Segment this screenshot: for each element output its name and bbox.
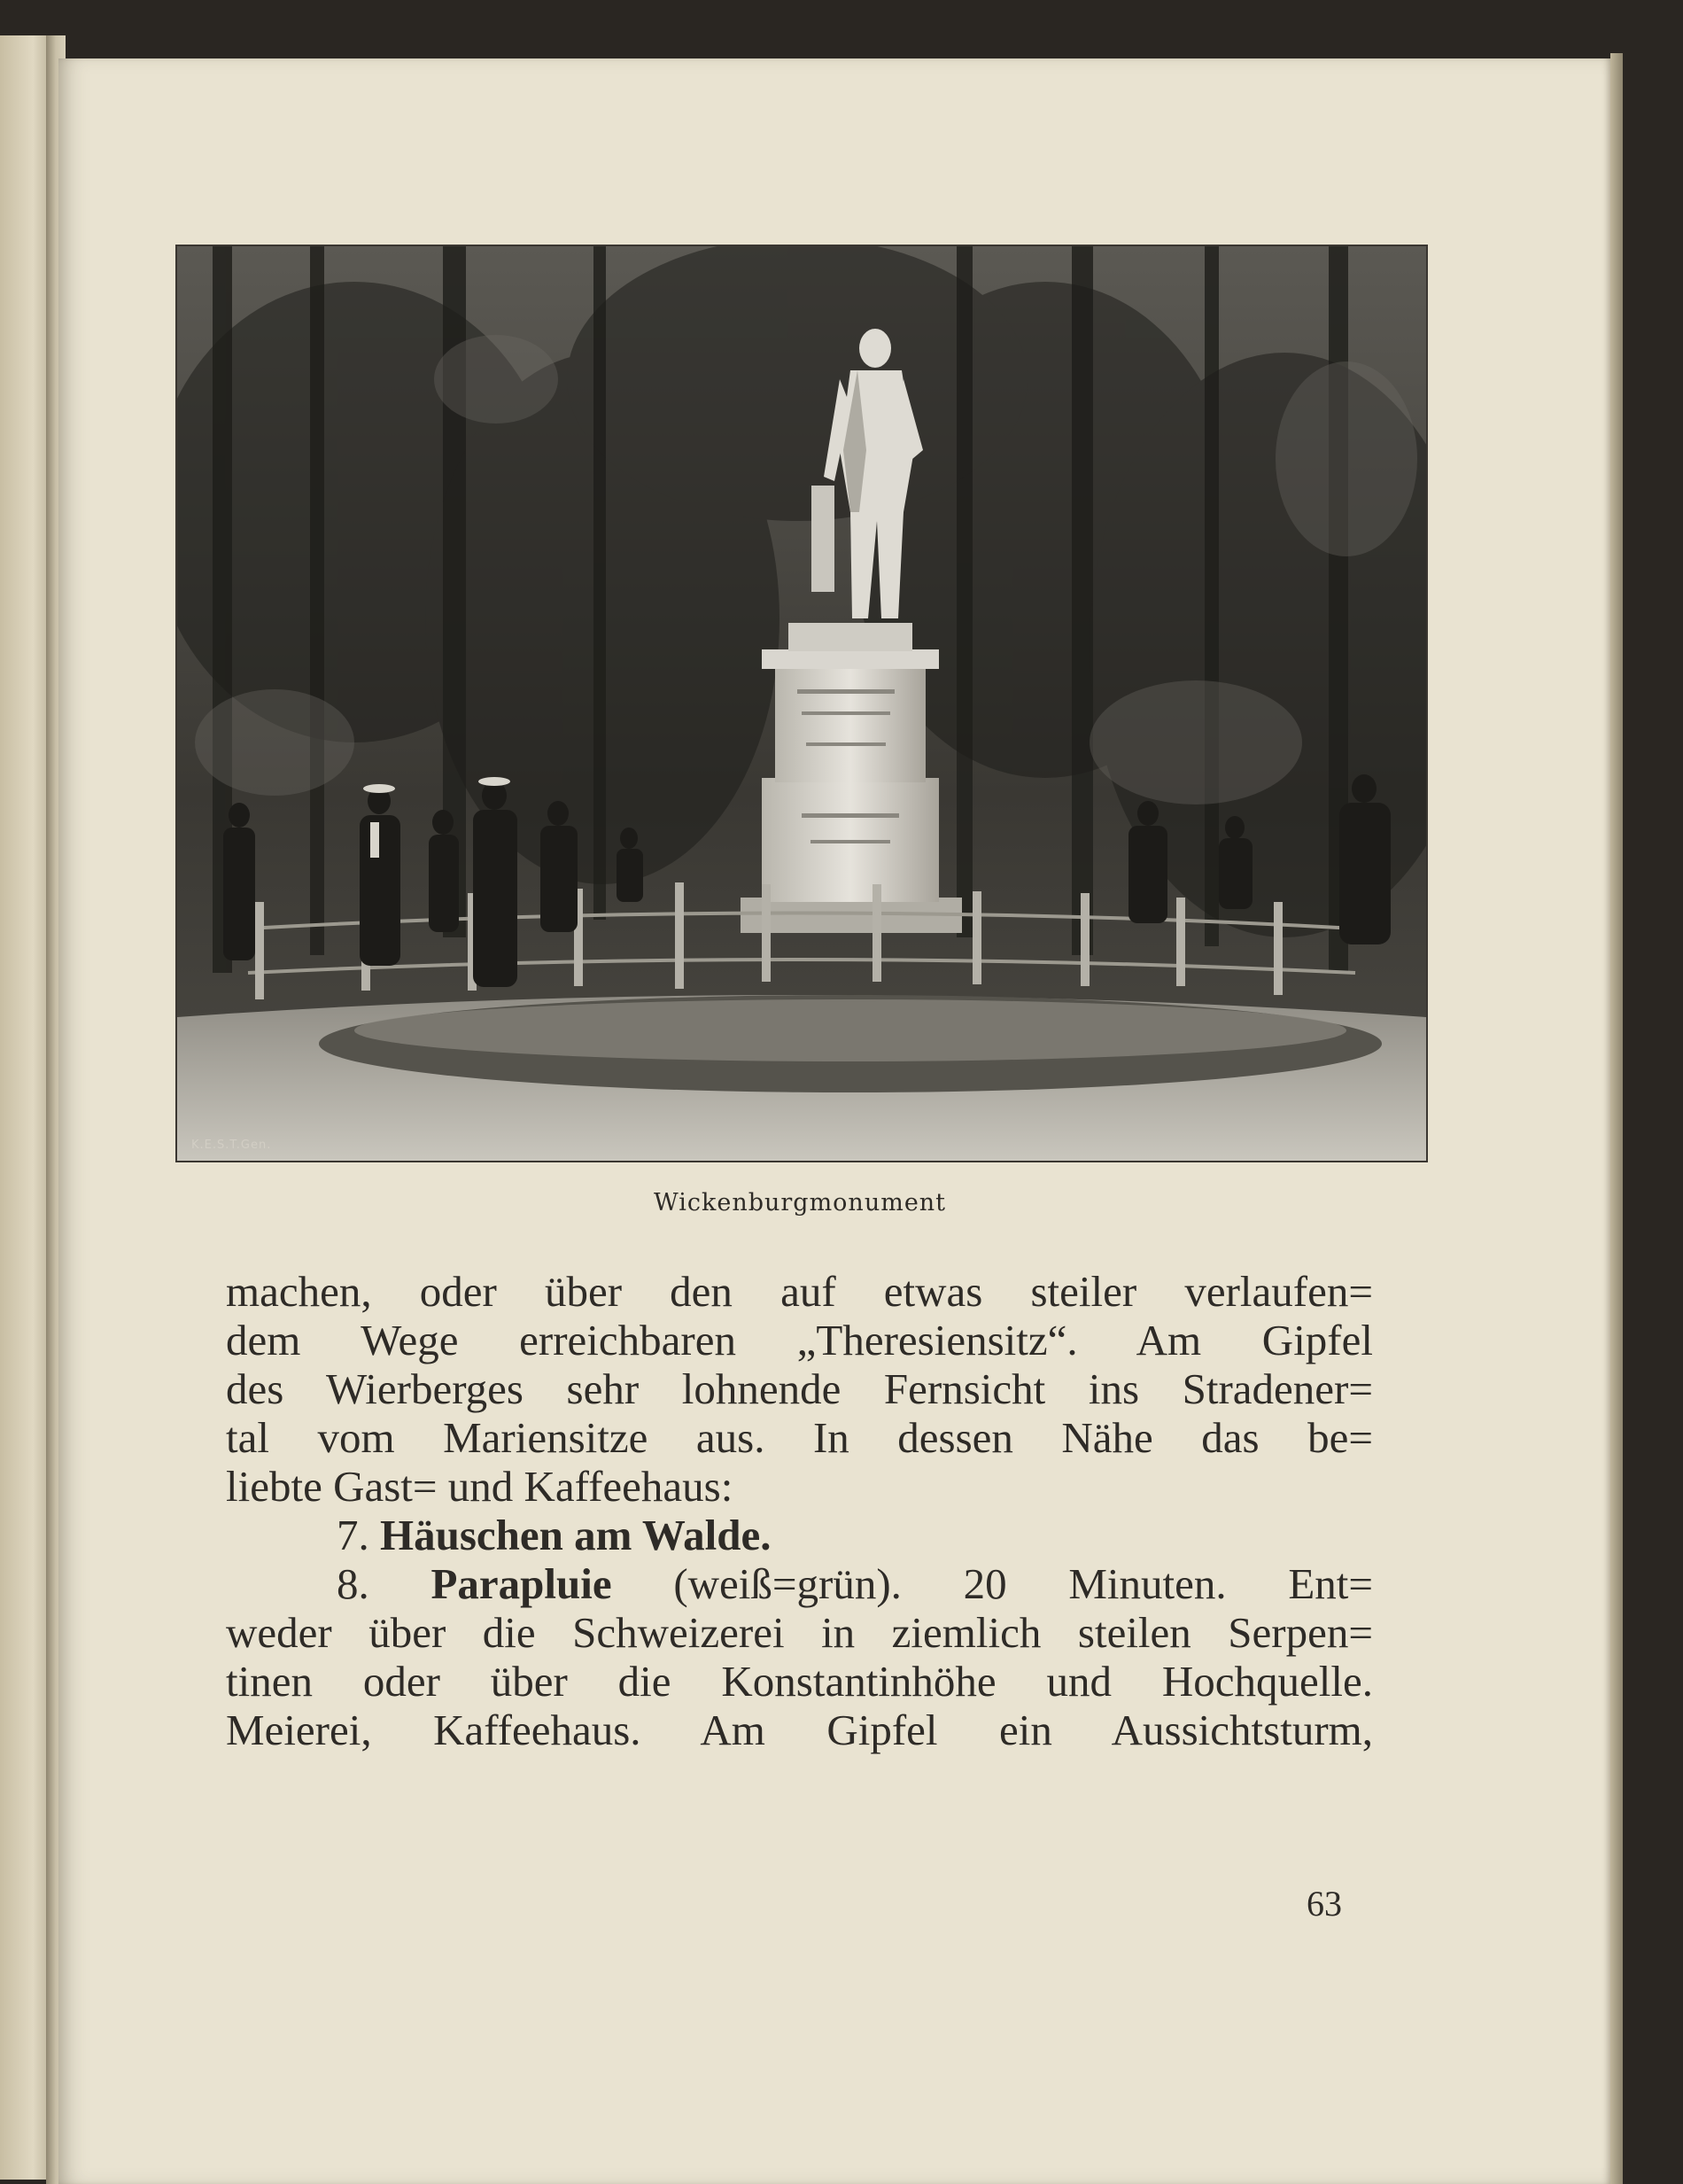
engraver-mark: K.E.S.T.Gen.: [191, 1139, 272, 1152]
text-line: dem Wege erreichbaren „Theresiensitz“. Am Gipfel: [226, 1316, 1373, 1364]
page-edge: [1610, 53, 1623, 2184]
text-line: machen, oder über den auf etwas steiler verlaufen=: [226, 1267, 1373, 1316]
photo-illustration: [177, 246, 1426, 1161]
text-line: tinen oder über die Konstantinhöhe und Hochquelle.: [226, 1657, 1373, 1706]
list-item-7: [226, 1511, 1373, 1559]
item-title: Parapluie: [430, 1559, 612, 1608]
item-number: 7.: [337, 1511, 369, 1559]
page-number: 63: [1307, 1884, 1342, 1924]
photo-caption: Wickenburgmonument: [653, 1189, 947, 1216]
text-line: weder über die Schweizerei in ziemlich steilen Serpen=: [226, 1608, 1373, 1657]
item-title: Häuschen am Walde.: [380, 1511, 772, 1559]
item-number-and-title: [337, 1559, 612, 1608]
item-description-start: (weiß=grün). 20 Minuten. Ent=: [673, 1559, 1373, 1608]
text-line: des Wierberges sehr lohnende Fernsicht ins Stradener=: [226, 1364, 1373, 1413]
text-line: liebte Gast= und Kaffeehaus:: [226, 1462, 733, 1511]
monument-photograph: [175, 245, 1428, 1162]
list-item-8: [226, 1559, 1373, 1608]
text-line: Meierei, Kaffeehaus. Am Gipfel ein Aussichtsturm,: [226, 1706, 1373, 1754]
text-line: tal vom Mariensitze aus. In dessen Nähe das be=: [226, 1413, 1373, 1462]
body-text: [226, 1267, 1373, 1754]
item-number: 8.: [337, 1559, 369, 1608]
